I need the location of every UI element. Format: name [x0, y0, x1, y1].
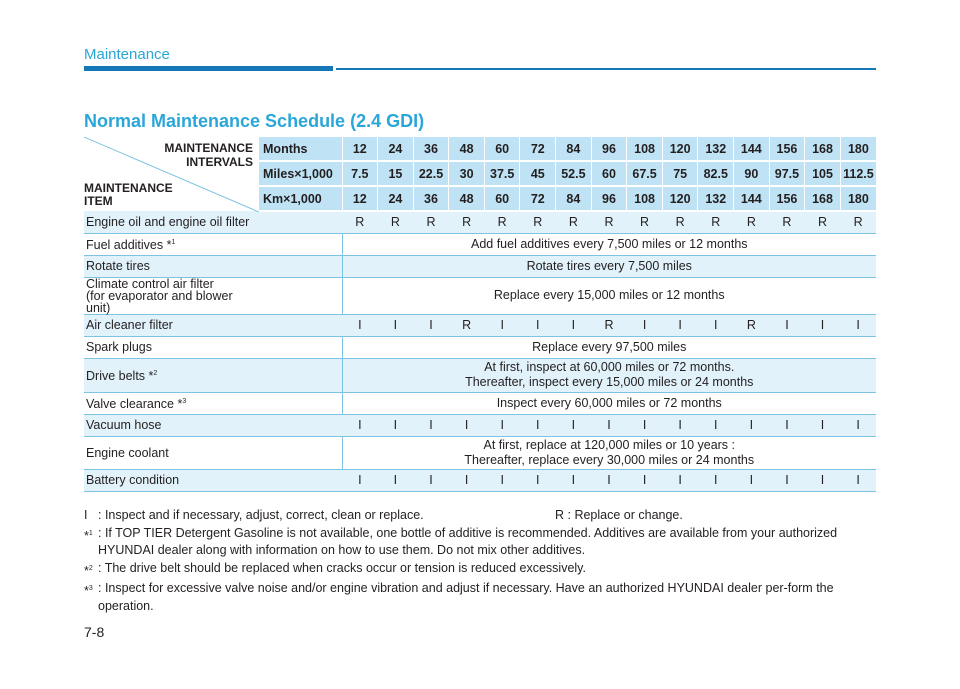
- service-mark: I: [591, 414, 627, 436]
- service-mark: R: [805, 211, 841, 233]
- service-mark: I: [698, 469, 734, 491]
- interval-value: 90: [734, 161, 770, 186]
- interval-value: 15: [378, 161, 414, 186]
- interval-value: 7.5: [342, 161, 378, 186]
- service-mark: I: [734, 469, 770, 491]
- page-title: Normal Maintenance Schedule (2.4 GDI): [84, 111, 425, 131]
- service-instruction: Replace every 97,500 miles: [342, 336, 876, 358]
- service-mark: R: [449, 211, 485, 233]
- footnote-marker: *$^1$: [84, 528, 93, 543]
- service-mark: I: [627, 414, 663, 436]
- service-mark: I: [698, 314, 734, 336]
- interval-value: 48: [449, 137, 485, 161]
- interval-unit-label: Km×1,000: [259, 186, 342, 211]
- interval-value: 120: [662, 186, 698, 211]
- table-row: [84, 277, 876, 314]
- table-row: [84, 233, 876, 255]
- table-row: [84, 211, 876, 233]
- section-rule-thin: [336, 68, 876, 70]
- interval-value: 180: [840, 137, 876, 161]
- service-mark: R: [627, 211, 663, 233]
- item-spacer: [259, 358, 342, 392]
- footnote-text: : If TOP TIER Detergent Gasoline is not available, one bottle of additive is recommended. Additives are available from your authorized HYUNDAI dealer along with information on how to use them. Do not mix other additives.: [98, 525, 838, 557]
- service-mark: R: [734, 314, 770, 336]
- corner-item-label: MAINTENANCE ITEM: [84, 181, 173, 208]
- service-mark: I: [342, 469, 378, 491]
- service-mark: I: [520, 314, 556, 336]
- service-instruction: At first, inspect at 60,000 miles or 72 months. Thereafter, inspect every 15,000 miles or 24 months: [342, 358, 876, 392]
- interval-unit-label: Months: [259, 137, 342, 161]
- maintenance-item: Climate control air filter (for evaporator and blower unit): [84, 277, 259, 314]
- interval-value: 67.5: [627, 161, 663, 186]
- table-row: [84, 469, 876, 491]
- service-mark: I: [520, 414, 556, 436]
- interval-value: 60: [484, 137, 520, 161]
- service-mark: I: [556, 414, 592, 436]
- service-mark: R: [484, 211, 520, 233]
- service-mark: I: [769, 314, 805, 336]
- interval-value: 12: [342, 137, 378, 161]
- interval-value: 48: [449, 186, 485, 211]
- service-mark: I: [378, 469, 414, 491]
- footnote-text: : The drive belt should be replaced when cracks occur or tension is reduced excessively.: [98, 560, 586, 575]
- maintenance-item: Vacuum hose: [84, 414, 342, 436]
- table-row: [84, 336, 876, 358]
- service-mark: R: [520, 211, 556, 233]
- service-mark: I: [627, 314, 663, 336]
- interval-value: 144: [734, 137, 770, 161]
- interval-value: 132: [698, 137, 734, 161]
- service-mark: R: [449, 314, 485, 336]
- footnote: [84, 580, 884, 615]
- interval-value: 45: [520, 161, 556, 186]
- interval-value: 12: [342, 186, 378, 211]
- service-mark: I: [769, 414, 805, 436]
- interval-value: 60: [484, 186, 520, 211]
- section-rule-thick: [84, 66, 333, 71]
- table-row: [84, 314, 876, 336]
- service-mark: I: [556, 314, 592, 336]
- interval-value: 156: [769, 186, 805, 211]
- interval-value: 30: [449, 161, 485, 186]
- interval-value: 82.5: [698, 161, 734, 186]
- maintenance-item: Engine coolant: [84, 436, 259, 469]
- interval-value: 36: [413, 137, 449, 161]
- footnote-marker: *$^2$: [84, 563, 93, 578]
- service-mark: I: [413, 414, 449, 436]
- table-corner: [84, 137, 259, 211]
- interval-value: 24: [378, 186, 414, 211]
- section-title: Maintenance: [84, 46, 170, 63]
- service-mark: I: [342, 414, 378, 436]
- service-mark: R: [342, 211, 378, 233]
- legend-i-text: : Inspect and if necessary, adjust, correct, clean or replace.: [98, 508, 424, 522]
- interval-value: 96: [591, 186, 627, 211]
- interval-value: 37.5: [484, 161, 520, 186]
- table-row: [84, 392, 876, 414]
- service-mark: I: [662, 469, 698, 491]
- service-mark: R: [698, 211, 734, 233]
- service-mark: I: [591, 469, 627, 491]
- notes: [84, 507, 884, 615]
- item-spacer: [259, 233, 342, 255]
- service-mark: I: [449, 414, 485, 436]
- service-mark: I: [840, 314, 876, 336]
- item-spacer: [259, 277, 342, 314]
- service-mark: R: [591, 314, 627, 336]
- header-row: [84, 137, 876, 161]
- maintenance-item: Fuel additives *$^1$: [84, 233, 259, 255]
- service-mark: I: [413, 314, 449, 336]
- legend-line: [84, 507, 884, 525]
- interval-value: 108: [627, 137, 663, 161]
- item-spacer: [259, 436, 342, 469]
- service-mark: I: [449, 469, 485, 491]
- service-mark: I: [662, 314, 698, 336]
- interval-value: 97.5: [769, 161, 805, 186]
- interval-value: 144: [734, 186, 770, 211]
- interval-value: 112.5: [840, 161, 876, 186]
- service-mark: R: [378, 211, 414, 233]
- item-spacer: [259, 392, 342, 414]
- interval-value: 84: [556, 186, 592, 211]
- table-row: [84, 358, 876, 392]
- maintenance-item: Engine oil and engine oil filter: [84, 211, 342, 233]
- service-mark: R: [734, 211, 770, 233]
- legend-i-key: I: [84, 508, 88, 522]
- interval-value: 108: [627, 186, 663, 211]
- service-instruction: Add fuel additives every 7,500 miles or 12 months: [342, 233, 876, 255]
- interval-value: 105: [805, 161, 841, 186]
- service-mark: I: [805, 469, 841, 491]
- service-mark: R: [662, 211, 698, 233]
- service-mark: I: [413, 469, 449, 491]
- interval-unit-label: Miles×1,000: [259, 161, 342, 186]
- legend-r-text: R : Replace or change.: [555, 508, 683, 522]
- service-mark: I: [734, 414, 770, 436]
- service-mark: I: [627, 469, 663, 491]
- service-mark: I: [805, 414, 841, 436]
- interval-value: 132: [698, 186, 734, 211]
- service-mark: I: [378, 414, 414, 436]
- footnote: [84, 525, 884, 560]
- maintenance-item: Rotate tires: [84, 255, 259, 277]
- service-mark: R: [413, 211, 449, 233]
- interval-value: 72: [520, 137, 556, 161]
- service-mark: I: [484, 414, 520, 436]
- table-row: [84, 255, 876, 277]
- service-mark: I: [520, 469, 556, 491]
- interval-value: 72: [520, 186, 556, 211]
- interval-value: 168: [805, 186, 841, 211]
- service-mark: I: [484, 469, 520, 491]
- maintenance-item: Spark plugs: [84, 336, 259, 358]
- interval-value: 75: [662, 161, 698, 186]
- interval-value: 60: [591, 161, 627, 186]
- service-instruction: At first, replace at 120,000 miles or 10 years : Thereafter, replace every 30,000 miles or 24 months: [342, 436, 876, 469]
- footnote-marker: *$^3$: [84, 584, 93, 599]
- page-number: 7-8: [84, 624, 105, 640]
- service-mark: I: [662, 414, 698, 436]
- maintenance-schedule-table: [84, 137, 876, 492]
- footnote-text: : Inspect for excessive valve noise and/or engine vibration and adjust if necessary. Have an authorized HYUNDAI dealer per-form the operation.: [98, 581, 834, 613]
- service-mark: I: [556, 469, 592, 491]
- maintenance-item: Battery condition: [84, 469, 342, 491]
- table-row: [84, 436, 876, 469]
- service-instruction: Inspect every 60,000 miles or 72 months: [342, 392, 876, 414]
- interval-value: 156: [769, 137, 805, 161]
- service-instruction: Rotate tires every 7,500 miles: [342, 255, 876, 277]
- footnote: [84, 560, 884, 581]
- service-mark: I: [342, 314, 378, 336]
- maintenance-item: Air cleaner filter: [84, 314, 342, 336]
- service-mark: I: [840, 469, 876, 491]
- service-mark: R: [591, 211, 627, 233]
- item-spacer: [259, 255, 342, 277]
- interval-value: 22.5: [413, 161, 449, 186]
- service-mark: R: [769, 211, 805, 233]
- service-mark: I: [805, 314, 841, 336]
- maintenance-item: Valve clearance *$^3$: [84, 392, 259, 414]
- maintenance-item: Drive belts *$^2$: [84, 358, 259, 392]
- service-mark: R: [556, 211, 592, 233]
- interval-value: 36: [413, 186, 449, 211]
- item-spacer: [259, 336, 342, 358]
- interval-value: 168: [805, 137, 841, 161]
- service-mark: R: [840, 211, 876, 233]
- service-mark: I: [840, 414, 876, 436]
- table-row: [84, 414, 876, 436]
- interval-value: 96: [591, 137, 627, 161]
- interval-value: 120: [662, 137, 698, 161]
- corner-intervals-label: MAINTENANCE INTERVALS: [164, 141, 254, 169]
- interval-value: 52.5: [556, 161, 592, 186]
- service-mark: I: [484, 314, 520, 336]
- interval-value: 180: [840, 186, 876, 211]
- service-mark: I: [378, 314, 414, 336]
- service-mark: I: [769, 469, 805, 491]
- interval-value: 24: [378, 137, 414, 161]
- interval-value: 84: [556, 137, 592, 161]
- service-mark: I: [698, 414, 734, 436]
- service-instruction: Replace every 15,000 miles or 12 months: [342, 277, 876, 314]
